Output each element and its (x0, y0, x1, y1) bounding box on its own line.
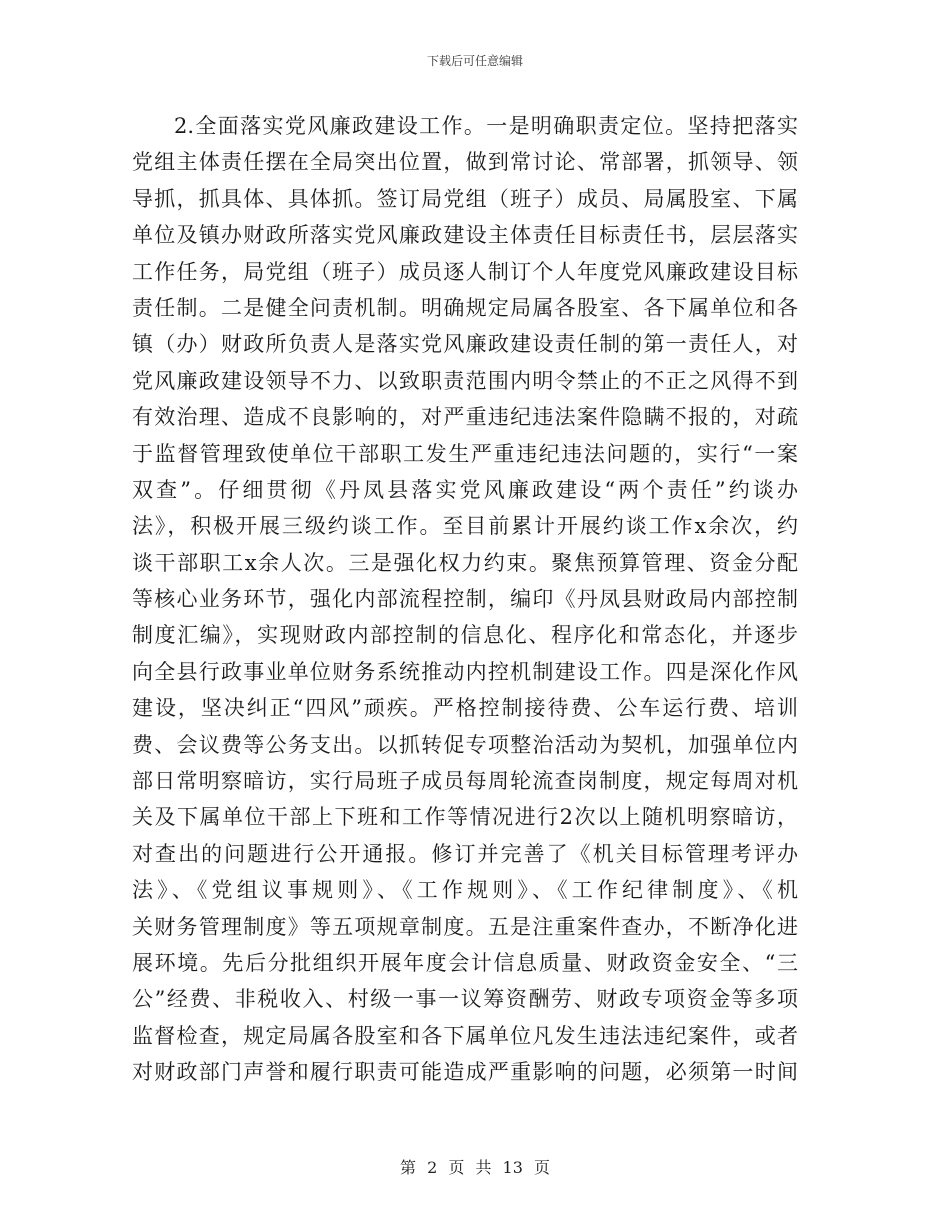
text-line: 对查出的问题进行公开通报。修订并完善了《机关目标管理考评办 (132, 841, 798, 866)
text-line: 关及下属单位干部上下班和工作等情况进行2次以上随机明察暗访， (132, 805, 798, 830)
text-line: 有效治理、造成不良影响的，对严重违纪违法案件隐瞒不报的，对疏 (132, 405, 798, 430)
text-line: 2.全面落实党风廉政建设工作。一是明确职责定位。坚持把落实 (174, 114, 798, 138)
text-line: 费、会议费等公务支出。以抓转促专项整治活动为契机，加强单位内 (132, 732, 798, 757)
document-body (132, 108, 798, 1091)
text-line: 于监督管理致使单位干部职工发生严重违纪违法问题的，实行“一案 (132, 441, 798, 466)
text-line: 法》、《党组议事规则》、《工作规则》、《工作纪律制度》、《机 (132, 878, 798, 903)
text-line: 法》，积极开展三级约谈工作。至目前累计开展约谈工作x余次，约 (132, 514, 798, 539)
page-number-footer: 第 2 页 共 13 页 (400, 1158, 550, 1177)
text-line: 关财务管理制度》等五项规章制度。五是注重案件查办，不断净化进 (132, 914, 798, 939)
page-header: 下载后可任意编辑 (426, 54, 523, 68)
text-line: 公”经费、非税收入、村级一事一议筹资酬劳、财政专项资金等多项 (132, 987, 798, 1012)
text-line: 党风廉政建设领导不力、以致职责范围内明令禁止的不正之风得不到 (132, 368, 798, 393)
text-line: 制度汇编》，实现财政内部控制的信息化、程序化和常态化，并逐步 (132, 623, 798, 648)
text-line: 监督检查，规定局属各股室和各下属单位凡发生违法违纪案件，或者 (132, 1023, 798, 1048)
text-line: 镇（办）财政所负责人是落实党风廉政建设责任制的第一责任人，对 (132, 332, 798, 357)
text-line: 对财政部门声誉和履行职责可能造成严重影响的问题，必须第一时间 (132, 1060, 798, 1085)
text-line: 导抓，抓具体、具体抓。签订局党组（班子）成员、局属股室、下属 (132, 186, 798, 211)
text-line: 单位及镇办财政所落实党风廉政建设主体责任目标责任书，层层落实 (132, 223, 798, 248)
text-line: 工作任务，局党组（班子）成员逐人制订个人年度党风廉政建设目标 (132, 259, 798, 284)
text-line: 责任制。二是健全问责机制。明确规定局属各股室、各下属单位和各 (132, 295, 798, 320)
text-line: 党组主体责任摆在全局突出位置，做到常讨论、常部署，抓领导、领 (132, 150, 798, 175)
text-line: 向全县行政事业单位财务系统推动内控机制建设工作。四是深化作风 (132, 659, 798, 684)
text-line: 谈干部职工x余人次。三是强化权力约束。聚焦预算管理、资金分配 (132, 550, 798, 575)
text-line: 部日常明察暗访，实行局班子成员每周轮流查岗制度，规定每周对机 (132, 769, 798, 794)
text-line: 建设，坚决纠正“四风”顽疾。严格控制接待费、公车运行费、培训 (132, 696, 798, 721)
text-line: 等核心业务环节，强化内部流程控制，编印《丹凤县财政局内部控制 (132, 587, 798, 612)
text-line: 双查”。仔细贯彻《丹凤县落实党风廉政建设“两个责任”约谈办 (132, 477, 798, 502)
text-line: 展环境。先后分批组织开展年度会计信息质量、财政资金安全、“三 (132, 950, 798, 975)
